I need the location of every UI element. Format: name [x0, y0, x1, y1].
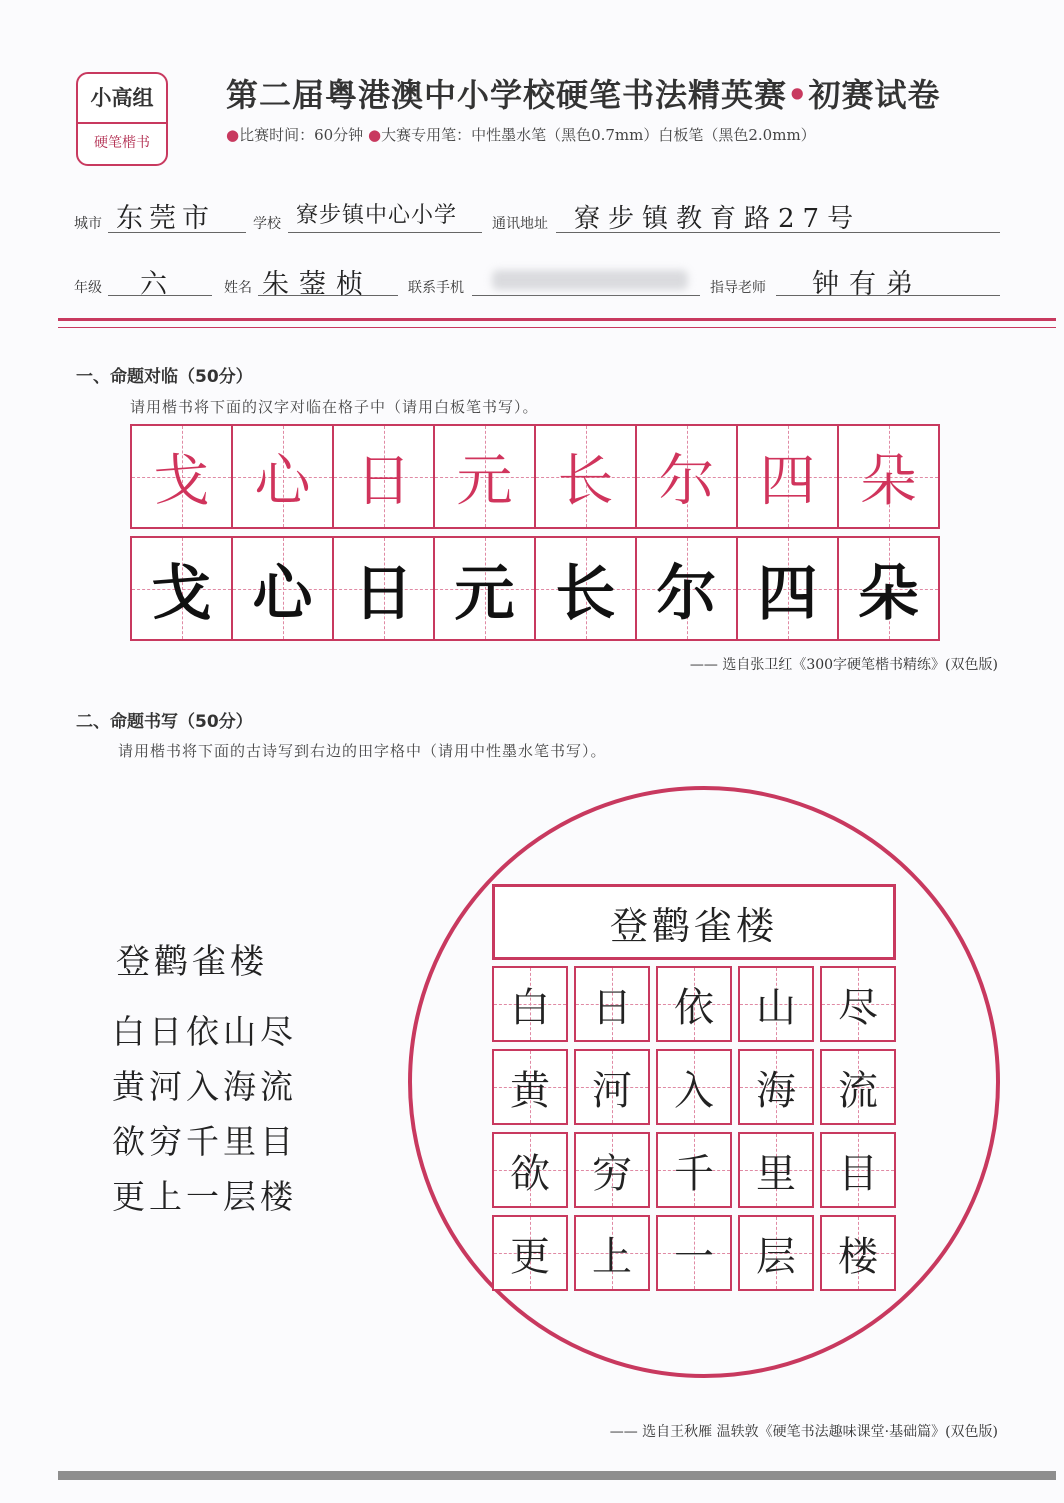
city-value[interactable]: 东莞市	[116, 203, 215, 234]
grid-char: 日	[592, 984, 632, 1031]
grid-char: 依	[674, 984, 714, 1031]
badge-group-label: 小高组	[78, 74, 166, 124]
section1-source: —— 选自张卫红《300字硬笔楷书精练》(双色版)	[689, 657, 998, 673]
exam-info	[226, 124, 816, 145]
poem-line: 黄河入海流	[112, 1067, 297, 1106]
grid-cell[interactable]	[574, 966, 650, 1042]
grid-cell[interactable]	[656, 1215, 732, 1291]
address-label: 通讯地址	[492, 216, 548, 232]
model-char: 心	[254, 448, 311, 514]
grid-char: 河	[592, 1067, 632, 1114]
section2-heading: 二、命题书写（50分）	[76, 712, 253, 732]
written-char: 朵	[858, 558, 919, 629]
header-divider-thick	[58, 318, 1056, 321]
model-cell	[132, 426, 233, 527]
grid-char: 白	[510, 984, 550, 1031]
grid-cell[interactable]	[820, 966, 896, 1042]
written-char: 戈	[151, 558, 212, 629]
grid-char: 目	[838, 1150, 878, 1197]
grid-cell[interactable]	[738, 1215, 814, 1291]
tianzige-grid	[492, 966, 904, 1286]
written-char: 四	[757, 558, 818, 629]
grid-char: 入	[674, 1067, 714, 1114]
grid-cell[interactable]	[574, 1049, 650, 1125]
grid-cell[interactable]	[820, 1215, 896, 1291]
model-cell	[839, 426, 940, 527]
written-char: 长	[555, 558, 616, 629]
section1-heading: 一、命题对临（50分）	[76, 367, 253, 387]
model-char: 朵	[860, 448, 917, 514]
written-char: 心	[252, 558, 313, 629]
city-label: 城市	[74, 216, 102, 232]
model-char: 四	[759, 448, 816, 514]
bullet-icon: ●	[367, 126, 382, 144]
poem-line: 白日依山尽	[112, 1012, 297, 1051]
title-sub: 初赛试卷	[808, 76, 941, 114]
header-divider-thin	[58, 327, 1056, 328]
phone-label: 联系手机	[408, 280, 464, 296]
written-cell[interactable]	[132, 538, 233, 639]
grid-char: 欲	[510, 1150, 550, 1197]
written-cell[interactable]	[738, 538, 839, 639]
written-char: 尔	[656, 558, 717, 629]
grid-char: 更	[510, 1233, 550, 1280]
grid-char: 海	[756, 1067, 796, 1114]
title-main: 第二届粤港澳中小学校硬笔书法精英赛	[226, 76, 788, 114]
grid-cell[interactable]	[492, 1049, 568, 1125]
grid-char: 上	[592, 1233, 632, 1280]
school-underline	[288, 232, 482, 233]
model-cell	[435, 426, 536, 527]
page-title	[226, 70, 940, 116]
grid-cell[interactable]	[492, 1132, 568, 1208]
model-char-row	[130, 424, 940, 529]
written-title: 登鹳雀楼	[609, 903, 778, 948]
grid-char: 黄	[510, 1067, 550, 1114]
grid-cell[interactable]	[574, 1132, 650, 1208]
model-cell	[738, 426, 839, 527]
exam-pen: 大赛专用笔：中性墨水笔（黑色0.7mm）白板笔（黑色2.0mm）	[381, 126, 816, 144]
model-char: 日	[355, 448, 412, 514]
grid-char: 一	[674, 1233, 714, 1280]
model-cell	[637, 426, 738, 527]
written-char: 日	[353, 558, 414, 629]
grid-cell[interactable]	[656, 966, 732, 1042]
bullet-icon: ●	[226, 126, 240, 144]
grid-cell[interactable]	[738, 1049, 814, 1125]
section2-instruction: 请用楷书将下面的古诗写到右边的田字格中（请用中性墨水笔书写）。	[118, 742, 607, 760]
phone-redacted	[492, 270, 688, 290]
name-label: 姓名	[224, 280, 252, 296]
grid-cell[interactable]	[492, 966, 568, 1042]
title-dot: •	[787, 76, 809, 114]
poem-title: 登鹳雀楼	[116, 942, 268, 982]
written-cell[interactable]	[334, 538, 435, 639]
poem-line: 更上一层楼	[112, 1177, 297, 1216]
grid-cell[interactable]	[656, 1049, 732, 1125]
section1-instruction: 请用楷书将下面的汉字对临在格子中（请用白板笔书写）。	[130, 398, 539, 416]
grid-char: 尽	[838, 984, 878, 1031]
poem-line: 欲穷千里目	[112, 1122, 297, 1161]
grade-label: 年级	[74, 280, 102, 296]
written-cell[interactable]	[637, 538, 738, 639]
model-char: 长	[557, 448, 614, 514]
written-cell[interactable]	[233, 538, 334, 639]
grid-cell[interactable]	[738, 966, 814, 1042]
grade-value[interactable]: 六	[140, 269, 173, 300]
grid-char: 层	[756, 1233, 796, 1280]
exam-time: 比赛时间：60分钟	[239, 126, 364, 144]
school-value[interactable]: 寮步镇中心小学	[296, 203, 458, 228]
model-char: 尔	[658, 448, 715, 514]
school-label: 学校	[253, 216, 281, 232]
grid-cell[interactable]	[820, 1132, 896, 1208]
grid-cell[interactable]	[820, 1049, 896, 1125]
badge-category-label: 硬笔楷书	[94, 135, 150, 151]
footer-bar	[58, 1471, 1056, 1480]
grid-char: 山	[756, 984, 796, 1031]
section2-source: —— 选自王秋雁 温轶敦《硬笔书法趣味课堂·基础篇》(双色版)	[609, 1424, 998, 1440]
grid-char: 楼	[838, 1233, 878, 1280]
grid-cell[interactable]	[492, 1215, 568, 1291]
written-cell[interactable]	[435, 538, 536, 639]
model-cell	[536, 426, 637, 527]
grid-cell[interactable]	[574, 1215, 650, 1291]
model-cell	[233, 426, 334, 527]
model-char: 戈	[153, 448, 210, 514]
grid-cell[interactable]	[656, 1132, 732, 1208]
written-cell[interactable]	[536, 538, 637, 639]
grid-char: 流	[838, 1067, 878, 1114]
model-cell	[334, 426, 435, 527]
teacher-label: 指导老师	[710, 280, 766, 296]
grid-char: 穷	[592, 1150, 632, 1197]
grid-char: 千	[674, 1150, 714, 1197]
written-char: 元	[454, 558, 515, 629]
written-char-row	[130, 536, 940, 641]
group-badge	[76, 72, 168, 166]
address-value[interactable]: 寮步镇教育路27号	[574, 204, 862, 234]
phone-underline	[472, 295, 700, 296]
grid-cell[interactable]	[738, 1132, 814, 1208]
name-value[interactable]: 朱蓥桢	[262, 269, 373, 300]
written-cell[interactable]	[839, 538, 940, 639]
model-char: 元	[456, 448, 513, 514]
teacher-value[interactable]: 钟有弟	[812, 269, 923, 300]
written-title-box[interactable]	[492, 884, 896, 960]
grid-char: 里	[756, 1150, 796, 1197]
